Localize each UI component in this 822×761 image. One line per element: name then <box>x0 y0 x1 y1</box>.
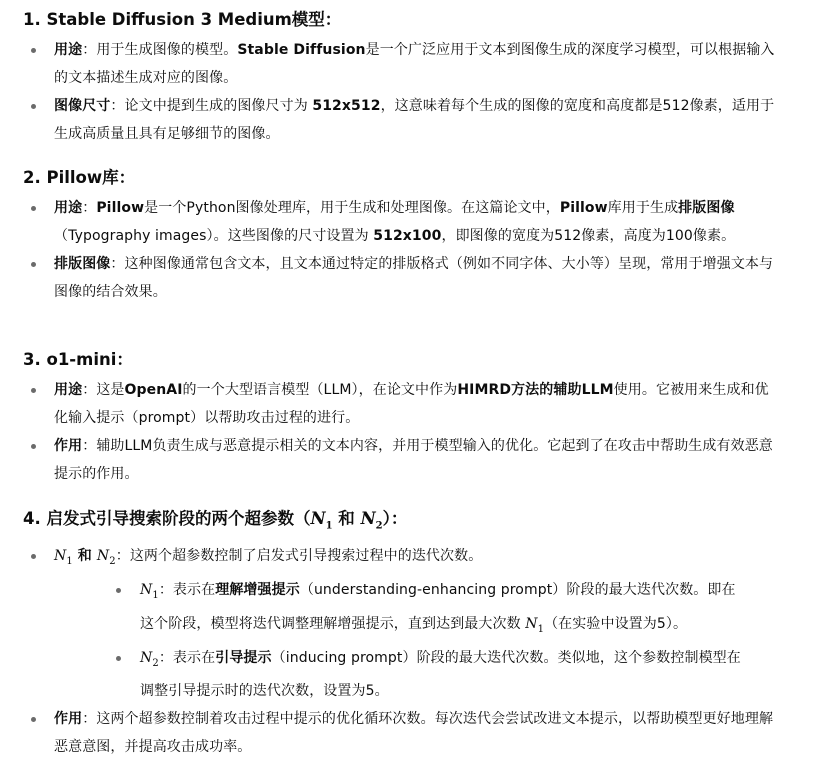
section-title <box>0 507 822 538</box>
item-text: 辅助LLM负责生成与恶意提示相关的文本内容，并用于模型输入的优化。它起到了在攻击中帮助生成有效恶意提示的作用。 <box>54 438 773 482</box>
item-text: 论文中提到生成的图像尺寸为 <box>124 98 313 114</box>
separator: ： <box>82 711 97 728</box>
math-subscript: 2 <box>109 556 116 568</box>
bullet-list <box>0 376 822 488</box>
item-text: （在实验中设置为5）。 <box>544 615 688 632</box>
item-label: 用途 <box>54 200 83 216</box>
item-bold: Pillow <box>96 200 145 216</box>
item-text: （Typography images）。这些图像的尺寸设置为 <box>54 228 374 244</box>
bullet-list <box>0 542 822 761</box>
math-symbol: N <box>360 509 376 528</box>
item-text: 用于生成图像的模型。 <box>96 42 238 58</box>
item-bold: 引导提示 <box>215 649 272 666</box>
title-text: 和 <box>332 509 361 528</box>
item-bold: 512x512 <box>312 98 381 114</box>
item-label: 作用 <box>54 438 83 454</box>
separator: ： <box>110 256 125 272</box>
separator: ： <box>110 98 125 114</box>
math-n2 <box>140 649 159 669</box>
math-n1 <box>310 509 333 532</box>
sub-bullet-list <box>54 576 782 705</box>
math-n2 <box>360 509 383 532</box>
item-bold: HIMRD方法的辅助LLM <box>457 382 614 398</box>
item-text: 使用。它被用来生成和优化输入提示（prompt）以帮助攻击过程的进行。 <box>54 382 769 426</box>
math-subscript: 2 <box>375 520 383 532</box>
item-text: ：表示在 <box>158 582 216 599</box>
list-item <box>0 432 822 488</box>
math-n1 <box>54 548 73 568</box>
item-bold: Stable Diffusion <box>237 42 366 58</box>
item-text: （inducing prompt）阶段的最大迭代次数。类似地，这个参数控制模型在调整引导提示时的迭代次数，设置为5。 <box>140 649 741 700</box>
item-text: （understanding-enhancing prompt）阶段的最大迭代次数。即在这个阶段，模型将迭代调整理解增强提示，直到达到最大次数 <box>140 582 736 632</box>
bullet-list <box>0 194 822 306</box>
math-symbol: N <box>96 548 110 565</box>
separator: ： <box>82 438 97 454</box>
math-subscript: 1 <box>66 556 73 568</box>
list-item <box>0 36 822 92</box>
section-hyperparameters <box>0 507 822 761</box>
section-title: 2. Pillow库： <box>23 168 136 187</box>
item-text: ：表示在 <box>158 649 216 666</box>
section-title: 3. o1-mini： <box>23 350 133 369</box>
math-symbol: N <box>140 649 153 666</box>
section-title: 1. Stable Diffusion 3 Medium模型： <box>23 10 342 29</box>
item-text: 这两个超参数控制了启发式引导搜索过程中的迭代次数。 <box>129 548 483 565</box>
math-n1 <box>525 615 545 635</box>
item-text: 的一个大型语言模型（LLM），在论文中作为 <box>182 382 458 398</box>
separator: ： <box>115 548 130 565</box>
section-o1-mini <box>0 348 822 488</box>
sub-list-item <box>54 644 782 706</box>
item-text: 这种图像通常包含文本，且文本通过特定的排版格式（例如不同字体、大小等）呈现，常用于增强文本与图像的结合效果。 <box>54 256 774 300</box>
item-text: 这是 <box>96 382 125 398</box>
math-subscript: 2 <box>152 657 159 669</box>
math-n1 <box>140 582 159 601</box>
item-label: 用途 <box>54 382 83 398</box>
separator: ： <box>82 382 97 398</box>
math-symbol: N <box>140 582 153 599</box>
item-text: 是一个Python图像处理库，用于生成和处理图像。在这篇论文中， <box>144 200 560 216</box>
title-text: ）： <box>382 509 408 528</box>
item-text: 这两个超参数控制着攻击过程中提示的优化循环次数。每次迭代会尝试改进文本提示，以帮助模型更好地理解恶意意图，并提高攻击成功率。 <box>54 711 774 756</box>
item-label: 作用 <box>54 711 83 728</box>
item-text: 库用于生成 <box>607 200 679 216</box>
bullet-list <box>0 36 822 148</box>
list-item <box>0 705 822 761</box>
item-bold: Pillow <box>559 200 608 216</box>
math-subscript: 1 <box>325 520 333 532</box>
item-label: 用途 <box>54 42 83 58</box>
math-subscript: 1 <box>152 589 159 601</box>
item-label: 图像尺寸 <box>54 98 111 114</box>
title-text: 4. 启发式引导搜索阶段的两个超参数（ <box>23 509 311 528</box>
sub-list-item <box>54 576 782 644</box>
separator: ： <box>82 42 97 58</box>
item-text: ，这意味着每个生成的图像的宽度和高度都是512像素，适用于生成高质量且具有足够细节的图像。 <box>54 98 775 142</box>
item-bold: 排版图像 <box>678 200 735 216</box>
item-text: ，即图像的宽度为512像素，高度为100像素。 <box>441 228 736 244</box>
item-bold: 512x100 <box>373 228 442 244</box>
math-n2 <box>96 548 116 568</box>
item-bold: 和 <box>72 548 97 565</box>
section-pillow <box>0 166 822 306</box>
math-symbol: N <box>525 615 538 632</box>
math-subscript: 1 <box>537 623 545 635</box>
math-symbol: N <box>54 548 67 565</box>
list-item <box>0 92 822 148</box>
list-item <box>0 194 822 250</box>
item-text: 是一个广泛应用于文本到图像生成的深度学习模型，可以根据输入的文本描述生成对应的图像。 <box>54 42 775 86</box>
list-item <box>0 542 822 705</box>
list-item <box>0 376 822 432</box>
math-symbol: N <box>310 509 326 528</box>
list-item <box>0 250 822 306</box>
item-bold: 理解增强提示 <box>215 582 300 599</box>
item-label: 排版图像 <box>54 256 111 272</box>
section-stable-diffusion <box>0 8 822 148</box>
separator: ： <box>82 200 97 216</box>
item-bold: OpenAI <box>124 382 183 398</box>
